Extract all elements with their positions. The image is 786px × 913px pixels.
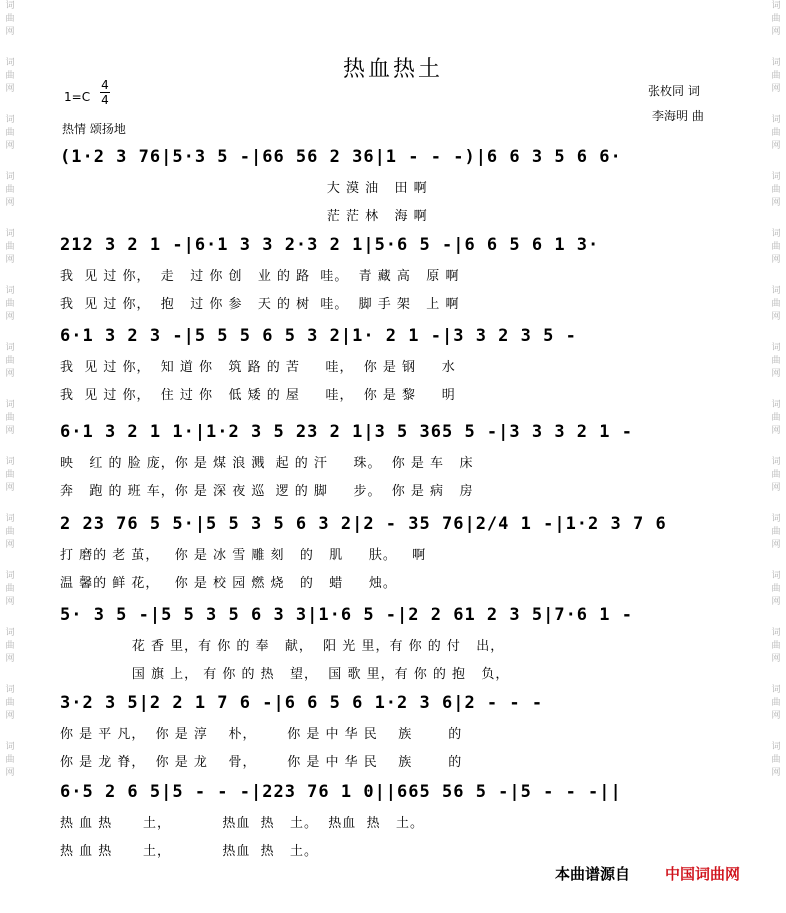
score-system-4 [0, 422, 786, 517]
key-signature: 1=C [64, 90, 91, 104]
watermark-char: 词 [5, 685, 15, 695]
time-signature-top: 4 [101, 78, 109, 92]
watermark-char: 网 [771, 312, 781, 322]
notation-line: 212 3 2 1 -|6·1 3 3 2·3 2 1|5·6 5 -|6 6 5 6 1 3· [60, 235, 600, 255]
watermark-char: 曲 [5, 242, 15, 252]
time-signature [100, 78, 110, 107]
watermark-char: 曲 [771, 584, 781, 594]
watermark-char: 曲 [5, 584, 15, 594]
watermark-char: 网 [5, 711, 15, 721]
watermark-char: 网 [5, 654, 15, 664]
site-link[interactable]: 中国词曲网 [665, 865, 741, 883]
score-system-3 [0, 326, 786, 421]
watermark-char: 网 [771, 198, 781, 208]
watermark-char: 曲 [5, 470, 15, 480]
watermark-char: 网 [5, 141, 15, 151]
watermark-char: 曲 [5, 71, 15, 81]
notation-line: (1·2 3 76|5·3 5 -|66 56 2 36|1 - - -)|6 6 3 5 6 6· [60, 147, 622, 167]
watermark-char: 网 [771, 768, 781, 778]
watermark-char: 网 [5, 597, 15, 607]
watermark-char: 词 [5, 571, 15, 581]
watermark-char: 曲 [771, 242, 781, 252]
source-label: 本曲谱源自 [555, 865, 631, 883]
watermark-char: 曲 [771, 299, 781, 309]
watermark-char: 网 [771, 369, 781, 379]
watermark-char: 网 [771, 27, 781, 37]
watermark-char: 词 [771, 742, 781, 752]
watermark-char: 词 [5, 172, 15, 182]
lyric-verse-1: 你 是 平 凡， 你 是 淳 朴， 你 是 中 华 民 族 的 [60, 727, 463, 742]
lyricist-credit: 张枚同 词 [648, 84, 700, 98]
score-system-5 [0, 514, 786, 609]
watermark-char: 词 [771, 628, 781, 638]
watermark-char: 词 [5, 229, 15, 239]
watermark-char: 词 [5, 115, 15, 125]
watermark-char: 曲 [5, 185, 15, 195]
watermark-char: 词 [771, 343, 781, 353]
watermark-char: 曲 [771, 71, 781, 81]
notation-line: 5· 3 5 -|5 5 3 5 6 3 3|1·6 5 -|2 2 61 2 3 5|7·6 1 - [60, 605, 633, 625]
lyric-verse-2: 我 见 过 你， 住 过 你 低 矮 的 屋 哇， 你 是 黎 明 [60, 388, 456, 403]
watermark-char: 词 [771, 1, 781, 11]
watermark-char: 曲 [5, 14, 15, 24]
lyric-verse-1: 我 见 过 你， 走 过 你 创 业 的 路 哇。 青 藏 高 原 啊 [60, 269, 460, 284]
score-system-1 [0, 147, 786, 242]
watermark-char: 曲 [5, 527, 15, 537]
lyric-verse-1: 热 血 热 土， 热血 热 土。 热血 热 土。 [60, 816, 424, 831]
watermark-char: 网 [771, 426, 781, 436]
watermark-char: 曲 [771, 527, 781, 537]
watermark-char: 曲 [5, 413, 15, 423]
watermark-char: 曲 [5, 128, 15, 138]
watermark-char: 网 [5, 312, 15, 322]
watermark-char: 网 [5, 27, 15, 37]
watermark-char: 网 [771, 141, 781, 151]
watermark-char: 曲 [771, 698, 781, 708]
watermark-char: 网 [5, 426, 15, 436]
watermark-char: 词 [5, 58, 15, 68]
watermark-char: 词 [771, 58, 781, 68]
lyric-verse-2: 国 旗 上， 有 你 的 热 望， 国 歌 里，有 你 的 抱 负， [60, 667, 510, 682]
lyric-verse-1: 映 红 的 脸 庞，你 是 煤 浪 溅 起 的 汗 珠。 你 是 车 床 [60, 456, 474, 471]
score-system-7 [0, 693, 786, 788]
watermark-char: 词 [5, 628, 15, 638]
score-system-6 [0, 605, 786, 700]
watermark-char: 词 [5, 1, 15, 11]
composer-credit: 李海明 曲 [652, 109, 704, 123]
watermark-char: 词 [771, 229, 781, 239]
song-title: 热血热土 [342, 57, 443, 82]
watermark-char: 曲 [5, 698, 15, 708]
watermark-char: 词 [771, 571, 781, 581]
watermark-char: 曲 [5, 755, 15, 765]
watermark-char: 词 [771, 400, 781, 410]
watermark-char: 曲 [771, 356, 781, 366]
watermark-char: 网 [5, 255, 15, 265]
notation-line: 6·1 3 2 3 -|5 5 5 6 5 3 2|1· 2 1 -|3 3 2 3 5 - [60, 326, 577, 346]
watermark-char: 曲 [771, 128, 781, 138]
time-signature-bottom: 4 [101, 93, 109, 107]
watermark-char: 网 [771, 540, 781, 550]
lyric-verse-2: 奔 跑 的 班 车，你 是 深 夜 巡 逻 的 脚 步。 你 是 病 房 [60, 484, 474, 499]
score-system-2 [0, 235, 786, 330]
watermark-char: 网 [771, 711, 781, 721]
lyric-verse-1: 打 磨的 老 茧， 你 是 冰 雪 雕 刻 的 肌 肤。 啊 [60, 548, 427, 563]
watermark-char: 网 [771, 483, 781, 493]
watermark-char: 曲 [771, 755, 781, 765]
lyric-verse-1: 花 香 里，有 你 的 奉 献， 阳 光 里，有 你 的 付 出， [60, 639, 505, 654]
lyric-verse-2: 我 见 过 你， 抱 过 你 参 天 的 树 哇。 脚 手 架 上 啊 [60, 297, 460, 312]
watermark-char: 曲 [5, 299, 15, 309]
watermark-char: 网 [771, 597, 781, 607]
lyric-verse-1: 我 见 过 你， 知 道 你 筑 路 的 苦 哇， 你 是 钢 水 [60, 360, 456, 375]
watermark-char: 网 [5, 369, 15, 379]
watermark-char: 词 [5, 742, 15, 752]
lyric-verse-2: 你 是 龙 脊， 你 是 龙 骨， 你 是 中 华 民 族 的 [60, 755, 463, 770]
watermark-char: 网 [771, 654, 781, 664]
watermark-char: 词 [771, 514, 781, 524]
watermark-char: 网 [5, 198, 15, 208]
watermark-char: 词 [5, 514, 15, 524]
watermark-char: 网 [771, 255, 781, 265]
watermark-char: 词 [771, 457, 781, 467]
notation-line: 3·2 3 5|2 2 1 7 6 -|6 6 5 6 1·2 3 6|2 - - - [60, 693, 544, 713]
watermark-char: 词 [771, 172, 781, 182]
watermark-char: 曲 [5, 356, 15, 366]
watermark-char: 词 [5, 286, 15, 296]
notation-line: 6·5 2 6 5|5 - - -|223 76 1 0||665 56 5 -|5 - - -|| [60, 782, 622, 802]
watermark-char: 词 [5, 343, 15, 353]
watermark-char: 词 [771, 286, 781, 296]
lyric-verse-2: 热 血 热 土， 热血 热 土。 [60, 844, 319, 859]
watermark-char: 词 [5, 400, 15, 410]
notation-line: 2 23 76 5 5·|5 5 3 5 6 3 2|2 - 35 76|2/4 1 -|1·2 3 7 6 [60, 514, 667, 534]
watermark-char: 曲 [771, 185, 781, 195]
lyric-verse-2: 温 馨的 鲜 花， 你 是 校 园 燃 烧 的 蜡 烛。 [60, 576, 397, 591]
watermark-char: 曲 [5, 641, 15, 651]
notation-line: 6·1 3 2 1 1·|1·2 3 5 23 2 1|3 5 365 5 -|3 3 3 2 1 - [60, 422, 633, 442]
watermark-char: 网 [5, 768, 15, 778]
watermark-char: 网 [5, 540, 15, 550]
watermark-char: 词 [771, 685, 781, 695]
watermark-char: 曲 [771, 14, 781, 24]
lyric-verse-2: 茫 茫 林 海 啊 [60, 209, 428, 224]
watermark-char: 词 [771, 115, 781, 125]
watermark-char: 网 [5, 84, 15, 94]
watermark-char: 曲 [771, 413, 781, 423]
watermark-char: 网 [5, 483, 15, 493]
watermark-char: 曲 [771, 470, 781, 480]
lyric-verse-1: 大 漠 油 田 啊 [60, 181, 428, 196]
watermark-char: 曲 [771, 641, 781, 651]
watermark-char: 网 [771, 84, 781, 94]
tempo-marking: 热情 颂扬地 [62, 122, 126, 136]
watermark-char: 词 [5, 457, 15, 467]
